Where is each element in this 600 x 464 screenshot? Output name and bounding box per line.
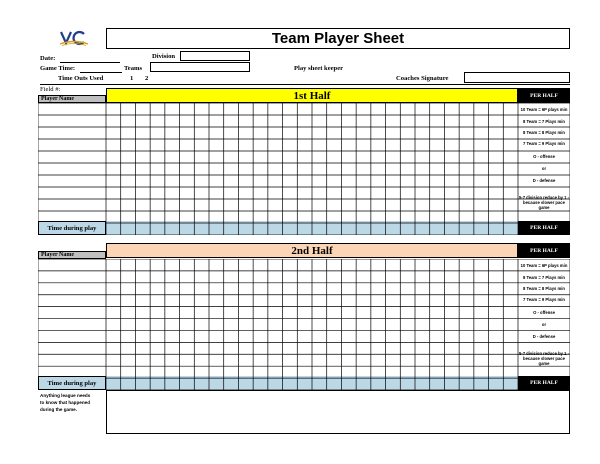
- second-half-note-3: 8 Team = 8 Plays min: [523, 285, 565, 291]
- time-out-2[interactable]: 2: [145, 75, 149, 82]
- first-half-per-half-top: PER HALF: [518, 88, 570, 103]
- header-divider: [40, 84, 570, 85]
- time-out-1[interactable]: 1: [130, 75, 134, 82]
- second-half-note-4: 7 Team = 9 Plays min: [523, 296, 565, 302]
- division-field[interactable]: [180, 51, 250, 61]
- second-half-time-during-play: Time during play: [38, 376, 106, 390]
- first-half-note-8: 5-7 division reduce by 1 - because slower pace game: [518, 194, 570, 210]
- second-half-note-2: 8 Team = 7 Plays min: [523, 274, 565, 280]
- footer-note-line-1: Anything league needs: [40, 393, 91, 398]
- first-half-note-2: 8 Team = 7 Plays min: [523, 118, 565, 124]
- play-sheet-keeper-label: Play sheet keeper: [294, 65, 344, 72]
- second-half-note-6: or: [541, 321, 547, 327]
- first-half-title: 1st Half: [106, 88, 518, 103]
- first-half-note-1: 10 Team = 6P plays min: [520, 106, 568, 112]
- second-half-note-8: 5-7 division reduce by 1 - because slower pace game: [518, 350, 570, 366]
- first-half-player-name-header: Player Name: [38, 95, 106, 103]
- second-half-note-7: D - defense: [532, 333, 556, 339]
- coaches-signature-field[interactable]: [464, 72, 570, 83]
- time-outs-label: Time Outs Used: [58, 75, 104, 82]
- footer-note-line-3: during the game.: [40, 407, 78, 412]
- first-half-note-4: 7 Team = 9 Plays min: [523, 140, 565, 146]
- second-half-note-1: 10 Team = 6P plays min: [520, 262, 568, 268]
- game-time-label: Game Time:: [40, 65, 76, 72]
- first-half-note-5: O - offense: [533, 153, 555, 159]
- division-label: Division: [152, 53, 176, 60]
- first-half-note-7: D - defense: [532, 177, 556, 183]
- coaches-signature-label: Coaches Signature: [396, 75, 449, 82]
- first-half-note-3: 8 Team = 8 Plays min: [523, 129, 565, 135]
- second-half-note-5: O - offense: [533, 309, 555, 315]
- field-number-label: Field #:: [40, 86, 61, 93]
- first-half-per-half-bottom: PER HALF: [518, 221, 570, 235]
- second-half-title: 2nd Half: [106, 243, 518, 258]
- date-field[interactable]: [60, 56, 120, 63]
- second-half-player-name-header: Player Name: [38, 251, 106, 259]
- game-notes-box[interactable]: [106, 390, 570, 434]
- second-half-per-half-bottom: PER HALF: [518, 376, 570, 390]
- second-half-grid[interactable]: [38, 259, 570, 390]
- footer-note-line-2: to know that happened: [40, 400, 91, 405]
- first-half-note-6: or: [541, 165, 547, 171]
- page-title: Team Player Sheet: [106, 28, 570, 49]
- league-logo: [58, 29, 90, 47]
- second-half-per-half-top: PER HALF: [518, 243, 570, 258]
- teams-label: Teams: [124, 65, 143, 72]
- first-half-time-during-play: Time during play: [38, 221, 106, 235]
- date-label: Date:: [40, 55, 56, 62]
- first-half-grid[interactable]: [38, 103, 570, 235]
- teams-field[interactable]: [150, 62, 250, 72]
- game-time-field[interactable]: [80, 66, 122, 73]
